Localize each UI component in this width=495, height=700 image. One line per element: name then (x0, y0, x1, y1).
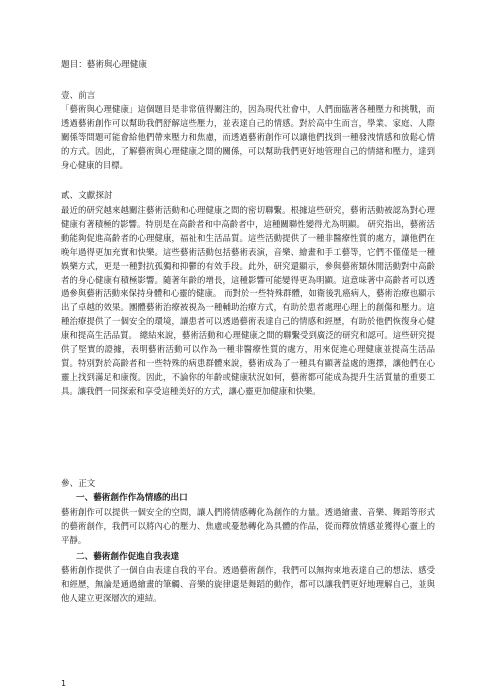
document-title: 題目：藝術與心理健康 (61, 60, 147, 70)
self-expression-paragraph: 藝術創作提供了一個自由表達自我的平台。透過藝術創作，我們可以無拘束地表達自己的想法、感受和經歷，無論是通過繪畫的筆觸、音樂的旋律還是舞蹈的動作，都可以讓我們更好地理解自己，並與他人建立更深層次的連結。 (61, 565, 435, 603)
section-heading-introduction: 壹、前言 (61, 91, 96, 101)
emotional-outlet-paragraph: 藝術創作可以提供一個安全的空間，讓人們將情感轉化為創作的力量。透過繪畫、音樂、舞蹈等形式的藝術創作，我們可以將內心的壓力、焦慮或憂愁轉化為具體的作品，從而釋放情感並獲得心靈上的平靜。 (61, 507, 435, 545)
page-number: 1 (61, 679, 67, 688)
section-heading-literature-review: 貳、文獻探討 (61, 191, 113, 201)
section-heading-main-body: 參、正文 (61, 479, 96, 489)
literature-review-paragraph: 最近的研究越來越關注藝術活動和心理健康之間的密切聯繫。根據這些研究，藝術活動被認為對心理健康有著積極的影響。特別是在高齡者和中高齡者中，這種關聯性變得尤為明顯。 研究指出，藝術活動能夠促進高齡者的心理健康，福祉和生活品質。這些活動提供了一種非醫療性質的處方，讓他們在晚年過得更加充實和快樂。這些藝術活動包括藝術表演，音樂、繪畫和手工藝等，它們不僅僅是一種娛樂方式，更是一種對抗孤獨和抑鬱的有效手段。此外，研究還顯示，參與藝術類休閒活動對中高齡者的身心健康有積極影響。隨著年齡的增長，這種影響可能變得更為明顯。這意味著中高齡者可以透過參與藝術活動來保持身體和心靈的健康。 而對於一些特殊群體，如衛後乳癌病人，藝術治療也顯示出了卓越的效果。團體藝術治療被視為一種輔助治療方式，有助於患者處理心理上的創傷和壓力。這種治療提供了一個安全的環境，讓患者可以透過藝術表達自己的情感和經歷，有助於他們恢復身心健康和提高生活品質。 總結來說，藝術活動和心理健康之間的聯繫受到廣泛的研究和認可。這些研究提供了堅實的證據，表明藝術活動可以作為一種非醫療性質的處方，用來促進心理健康並提高生活品質。特別對於高齡者和一些特殊的病患群體來說，藝術成為了一種具有顯著益處的選擇，讓他們在心靈上找到滿足和康復。因此，不論你的年齡或健康狀況如何，藝術都可能成為提升生活質量的重要工具。讓我們一同探索和享受這種美好的方式，讓心靈更加健康和快樂。 (61, 205, 435, 396)
subsection-heading-self-expression: 二、藝術創作促進自我表達 (76, 552, 180, 562)
introduction-paragraph: 「藝術與心理健康」這個題目是非常值得關注的，因為現代社會中，人們面臨著各種壓力和挑戰，而透過藝術創作可以幫助我們舒解這些壓力，並表達自己的情感。對於高中生而言，學業、家庭、人際關係等問題可能會給他們帶來壓力和焦慮，而透過藝術創作可以讓他們找到一種發洩情感和放鬆心情的方式。因此，了解藝術與心理健康之間的關係，可以幫助我們更好地管理自己的情緒和壓力，達到身心健康的目標。 (61, 104, 435, 170)
subsection-heading-emotional-outlet: 一、藝術創作作為情感的出口 (76, 493, 188, 503)
